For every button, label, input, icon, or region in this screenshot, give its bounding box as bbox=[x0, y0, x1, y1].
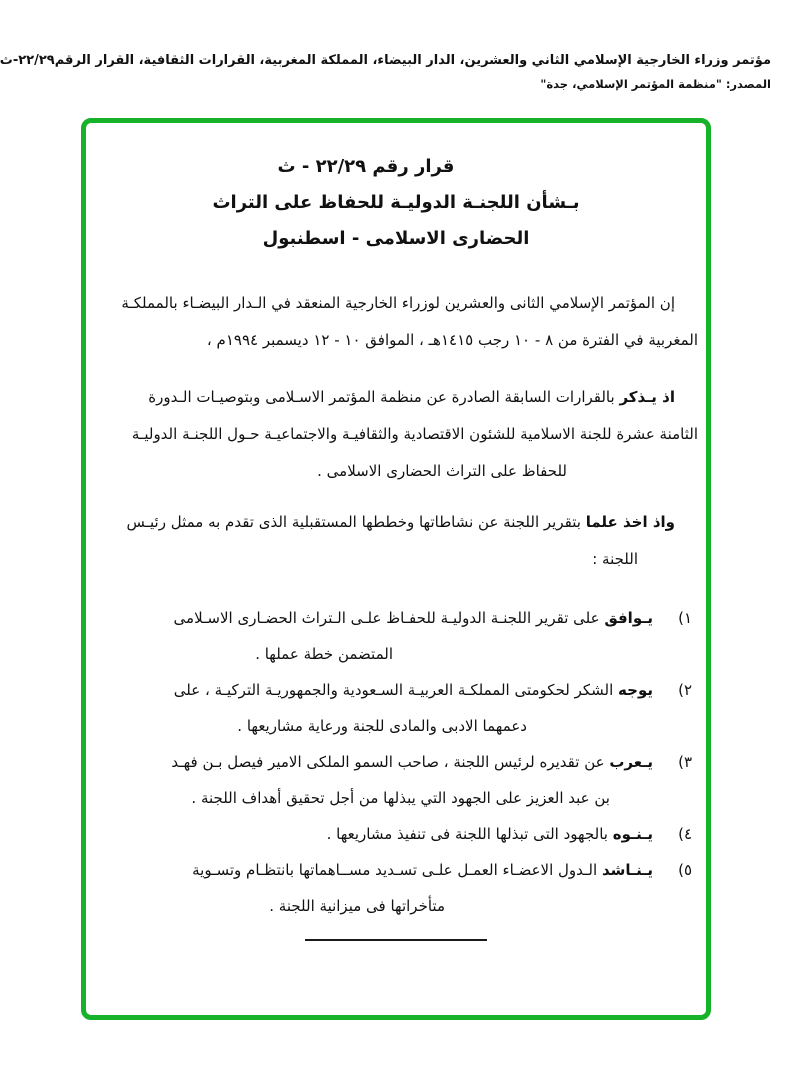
list-item bbox=[94, 672, 698, 744]
item-number-text: (١ bbox=[678, 609, 692, 627]
resolution-body bbox=[94, 285, 698, 941]
resolution-number: قرار رقم ٢٢/٢٩ - ث bbox=[277, 156, 455, 177]
item-number bbox=[653, 816, 698, 852]
line-text: الشكر لحكومتى المملكـة العربيـة السـعودية والجمهوريـة التركيـة ، على bbox=[173, 681, 619, 699]
paragraph-line: الثامنة عشرة للجنة الاسلامية للشئون الاقتصادية والثقافيـة والاجتماعيـة حـول اللجنـة الدوليـة bbox=[131, 425, 698, 443]
resolution-subject: بـشأن اللجنـة الدوليـة للحفاظ على التراث bbox=[212, 192, 580, 213]
item-content bbox=[94, 672, 653, 744]
item-line: بن عبد العزيز على الجهود التي يبذلها من أجل تحقيق أهداف اللجنة . bbox=[191, 789, 610, 807]
end-of-document-rule bbox=[305, 939, 487, 941]
item-line bbox=[94, 816, 653, 852]
lead-phrase: اذ يـذكر bbox=[619, 388, 675, 406]
item-content bbox=[94, 852, 653, 924]
paragraph-line: إن المؤتمر الإسلامي الثانى والعشرين لوزراء الخارجية المنعقد في الـدار البيضـاء بالمملكـة bbox=[121, 294, 675, 312]
list-item bbox=[94, 816, 698, 852]
item-number-text: (٥ bbox=[678, 861, 692, 879]
citation-header bbox=[0, 50, 771, 93]
lead-verb: يـنـوه bbox=[612, 825, 653, 843]
item-content bbox=[94, 744, 653, 816]
item-number bbox=[653, 744, 698, 816]
paragraph-line bbox=[94, 504, 675, 541]
item-line bbox=[94, 600, 653, 636]
item-line bbox=[94, 852, 653, 888]
operative-items-list bbox=[94, 600, 698, 924]
green-border-frame bbox=[81, 118, 711, 1020]
item-number-text: (٤ bbox=[678, 825, 692, 843]
line-text: عن تقديره لرئيس اللجنة ، صاحب السمو الملكى الامير فيصل بـن فهـد bbox=[171, 753, 610, 771]
line-text: بتقرير اللجنة عن نشاطاتها وخططها المستقبلية الذى تقدم به ممثل رئيـس bbox=[126, 513, 586, 531]
item-number-text: (٢ bbox=[678, 681, 692, 699]
list-item bbox=[94, 744, 698, 816]
item-line: متأخراتها فى ميزانية اللجنة . bbox=[269, 897, 445, 915]
line-text: بالجهود التى تبذلها اللجنة فى تنفيذ مشاريعها . bbox=[326, 825, 613, 843]
item-number bbox=[653, 600, 698, 672]
item-number bbox=[653, 672, 698, 744]
lead-verb: يـعرب bbox=[609, 753, 653, 771]
paragraph-line: اللجنة : bbox=[592, 550, 638, 568]
list-item bbox=[94, 852, 698, 924]
line-text: الـدول الاعضـاء العمـل علـى تسـديد مســاهماتها بانتظـام وتسـوية bbox=[192, 861, 602, 879]
lead-verb: يوجه bbox=[618, 681, 653, 699]
item-line bbox=[94, 672, 653, 708]
item-line: دعمهما الادبى والمادى للجنة ورعاية مشاريعها . bbox=[237, 717, 527, 735]
item-content bbox=[94, 816, 653, 852]
source-line: المصدر: "منظمة المؤتمر الإسلامي، جدة" bbox=[540, 77, 771, 91]
paragraph-line: للحفاظ على التراث الحضارى الاسلامى . bbox=[317, 462, 567, 480]
lead-verb: يـنـاشد bbox=[601, 861, 653, 879]
citation-line: مؤتمر وزراء الخارجية الإسلامي الثاني والعشرين، الدار البيضاء، المملكة المغربية، القرارات الثقافية، القرار الرقم٢٢/٢٩-ث bbox=[0, 53, 771, 68]
lead-phrase: واذ اخذ علما bbox=[585, 513, 675, 531]
preamble-paragraph-1 bbox=[94, 285, 698, 359]
line-text: بالقرارات السابقة الصادرة عن منظمة المؤتمر الاسـلامى وبتوصيـات الـدورة bbox=[148, 388, 620, 406]
item-line bbox=[94, 744, 653, 780]
paragraph-line bbox=[94, 379, 675, 416]
lead-verb: يـوافق bbox=[604, 609, 653, 627]
item-number-text: (٣ bbox=[678, 753, 692, 771]
item-content bbox=[94, 600, 653, 672]
line-text: على تقرير اللجنـة الدوليـة للحفـاظ علـى الـتراث الحضـارى الاسـلامى bbox=[173, 609, 605, 627]
resolution-location: الحضارى الاسلامى - اسطنبول bbox=[262, 228, 530, 249]
item-number bbox=[653, 852, 698, 924]
item-line: المتضمن خطة عملها . bbox=[255, 645, 393, 663]
preamble-paragraph-3 bbox=[94, 504, 698, 578]
paragraph-line: المغربية في الفترة من ٨ - ١٠ رجب ١٤١٥هـ ، الموافق ١٠ - ١٢ ديسمبر ١٩٩٤م ، bbox=[206, 331, 698, 349]
list-item bbox=[94, 600, 698, 672]
resolution-title bbox=[94, 149, 698, 257]
preamble-paragraph-2 bbox=[94, 379, 698, 490]
